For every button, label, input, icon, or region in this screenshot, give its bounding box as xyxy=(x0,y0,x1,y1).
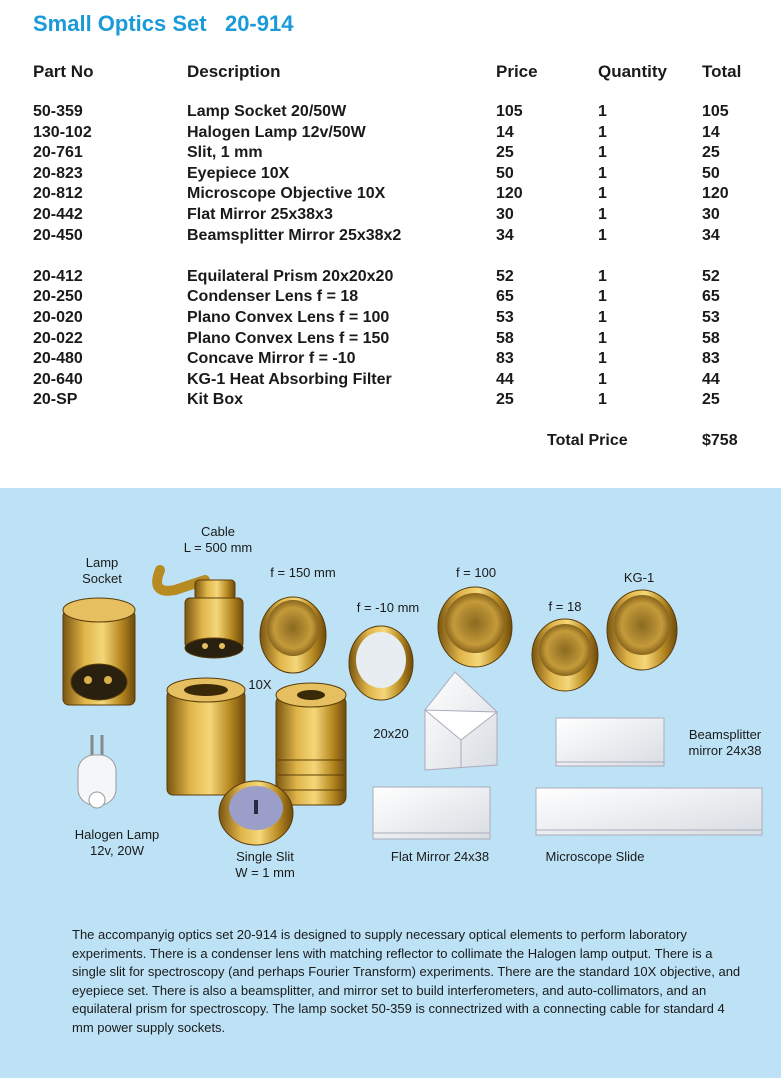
cell-description: Concave Mirror f = -10 xyxy=(187,350,356,368)
cell-total: 83 xyxy=(702,350,720,368)
cell-total: 53 xyxy=(702,308,720,326)
cell-description: Plano Convex Lens f = 150 xyxy=(187,329,390,347)
label-f100: f = 100 xyxy=(455,565,497,580)
cell-price: 30 xyxy=(496,206,514,223)
cell-quantity: 1 xyxy=(598,288,607,306)
cell-quantity: 1 xyxy=(598,329,607,347)
cell-price: 44 xyxy=(496,370,514,388)
cell-total: 34 xyxy=(702,226,720,244)
cell-description: Equilateral Prism 20x20x20 xyxy=(187,267,394,285)
label-f18: f = 18 xyxy=(548,599,582,614)
label-slit: Single Slit W = 1 mm xyxy=(235,849,295,880)
concave-mirror-icon xyxy=(349,626,413,700)
kg1-filter-icon xyxy=(607,590,677,670)
cell-description: Flat Mirror 25x38x3 xyxy=(187,206,333,223)
label-f150: f = 150 mm xyxy=(270,565,336,580)
beamsplitter-icon xyxy=(556,718,664,766)
cell-part-no: 50-359 xyxy=(33,103,83,120)
lamp-socket-icon xyxy=(63,598,135,705)
cell-total: 44 xyxy=(702,370,720,388)
cell-price: 25 xyxy=(496,144,514,162)
cell-total: 50 xyxy=(702,164,720,182)
cell-quantity: 1 xyxy=(598,123,607,141)
cell-price: 50 xyxy=(496,164,514,182)
table-row xyxy=(0,103,781,123)
cell-description: Condenser Lens f = 18 xyxy=(187,288,359,306)
cell-price: 58 xyxy=(496,329,514,347)
cell-total: 120 xyxy=(702,185,729,203)
label-halogen: Halogen Lamp 12v, 20W xyxy=(74,827,160,858)
cell-total: 105 xyxy=(702,103,729,120)
table-row xyxy=(0,206,781,226)
label-cable: Cable L = 500 mm xyxy=(183,524,253,555)
cell-description: Plano Convex Lens f = 100 xyxy=(187,308,390,326)
cell-description: Beamsplitter Mirror 25x38x2 xyxy=(187,226,402,244)
label-beamsplitter: Beamsplitter mirror 24x38 xyxy=(688,727,762,758)
table-row xyxy=(0,288,781,308)
label-microscope-slide: Microscope Slide xyxy=(545,849,645,864)
cell-total: 30 xyxy=(702,206,720,223)
cell-total: 25 xyxy=(702,391,720,409)
table-row xyxy=(0,165,781,185)
label-kg1: KG-1 xyxy=(623,570,655,585)
table-header xyxy=(0,62,781,82)
cell-description: KG-1 Heat Absorbing Filter xyxy=(187,370,392,388)
cell-quantity: 1 xyxy=(598,350,607,368)
table-row xyxy=(0,124,781,144)
cell-quantity: 1 xyxy=(598,103,607,120)
objective-10x-icon xyxy=(276,683,346,805)
single-slit-icon xyxy=(219,781,293,845)
cell-part-no: 20-761 xyxy=(33,144,83,162)
condenser-lens-icon xyxy=(532,619,598,691)
cell-price: 65 xyxy=(496,288,514,306)
cell-total: 25 xyxy=(702,144,720,162)
cell-quantity: 1 xyxy=(598,226,607,244)
cell-quantity: 1 xyxy=(598,267,607,285)
cell-price: 34 xyxy=(496,226,514,244)
table-row xyxy=(0,268,781,288)
cell-price: 53 xyxy=(496,308,514,326)
cell-price: 83 xyxy=(496,350,514,368)
header-part-no: Part No xyxy=(33,62,94,81)
cell-description: Microscope Objective 10X xyxy=(187,185,386,203)
cell-total: 65 xyxy=(702,288,720,306)
cell-price: 105 xyxy=(496,103,523,120)
cell-part-no: 130-102 xyxy=(33,123,92,141)
cell-part-no: 20-812 xyxy=(33,185,83,203)
header-total: Total xyxy=(702,62,742,81)
label-f-neg10: f = -10 mm xyxy=(356,600,420,615)
cell-quantity: 1 xyxy=(598,185,607,203)
table-row xyxy=(0,227,781,247)
cell-price: 120 xyxy=(496,185,523,203)
cell-quantity: 1 xyxy=(598,370,607,388)
page-title: Small Optics Set 20-914 xyxy=(33,11,294,36)
table-row xyxy=(0,391,781,411)
cell-quantity: 1 xyxy=(598,391,607,409)
table-row xyxy=(0,371,781,391)
cell-part-no: 20-442 xyxy=(33,206,83,223)
cell-total: 58 xyxy=(702,329,720,347)
cell-total: 52 xyxy=(702,267,720,285)
label-flat-mirror: Flat Mirror 24x38 xyxy=(390,849,490,864)
cell-part-no: 20-020 xyxy=(33,308,83,326)
lens-f100-icon xyxy=(438,587,512,667)
prism-icon xyxy=(425,672,497,770)
description-text: The accompanyig optics set 20-914 is designed to supply necessary optical elements to perform laboratory experiments. There is a condenser lens with matching reflector to collimate the Halogen lamp output. There is a single slit for spectroscopy (and perhaps Fourier Transform) experiments. There are the standard 10X objective, and eyepiece set. There is also a beamsplitter, and mirror set to build interferometers, and auto-collimators, and an equilateral prism for spectroscopy. The lamp socket 50-359 is connectrized with a connecting cable for standard 4 mm power supply sockets. xyxy=(72,927,741,1035)
cell-part-no: 20-823 xyxy=(33,164,83,182)
label-10x: 10X xyxy=(248,677,272,692)
total-price-label: Total Price xyxy=(547,432,628,449)
lens-f150-icon xyxy=(260,597,326,673)
label-prism: 20x20 xyxy=(373,726,409,741)
microscope-slide-icon xyxy=(536,788,762,835)
cell-description: Kit Box xyxy=(187,391,243,409)
cell-price: 14 xyxy=(496,123,514,141)
cell-quantity: 1 xyxy=(598,164,607,182)
cell-part-no: 20-640 xyxy=(33,370,83,388)
halogen-lamp-icon xyxy=(78,735,116,808)
cell-description: Lamp Socket 20/50W xyxy=(187,103,347,120)
cell-part-no: 20-SP xyxy=(33,391,78,409)
cell-quantity: 1 xyxy=(598,206,607,223)
header-quantity: Quantity xyxy=(598,62,667,81)
cell-part-no: 20-480 xyxy=(33,350,83,368)
label-lamp-socket: Lamp Socket xyxy=(82,555,122,586)
cell-part-no: 20-250 xyxy=(33,288,83,306)
cell-description: Slit, 1 mm xyxy=(187,144,263,162)
header-description: Description xyxy=(187,62,281,81)
table-row xyxy=(0,309,781,329)
table-row xyxy=(0,350,781,370)
table-row xyxy=(0,144,781,164)
total-price-value: $758 xyxy=(702,432,738,449)
flat-mirror-icon xyxy=(373,787,490,839)
cell-part-no: 20-022 xyxy=(33,329,83,347)
cell-description: Halogen Lamp 12v/50W xyxy=(187,123,366,141)
cable-connector-icon xyxy=(157,570,243,658)
cell-total: 14 xyxy=(702,123,720,141)
cell-price: 52 xyxy=(496,267,514,285)
cell-part-no: 20-412 xyxy=(33,267,83,285)
cell-quantity: 1 xyxy=(598,144,607,162)
cell-description: Eyepiece 10X xyxy=(187,164,290,182)
header-price: Price xyxy=(496,62,538,81)
cell-part-no: 20-450 xyxy=(33,226,83,244)
cell-price: 25 xyxy=(496,391,514,409)
eyepiece-icon xyxy=(167,678,245,795)
table-row xyxy=(0,185,781,205)
cell-quantity: 1 xyxy=(598,308,607,326)
table-row xyxy=(0,330,781,350)
